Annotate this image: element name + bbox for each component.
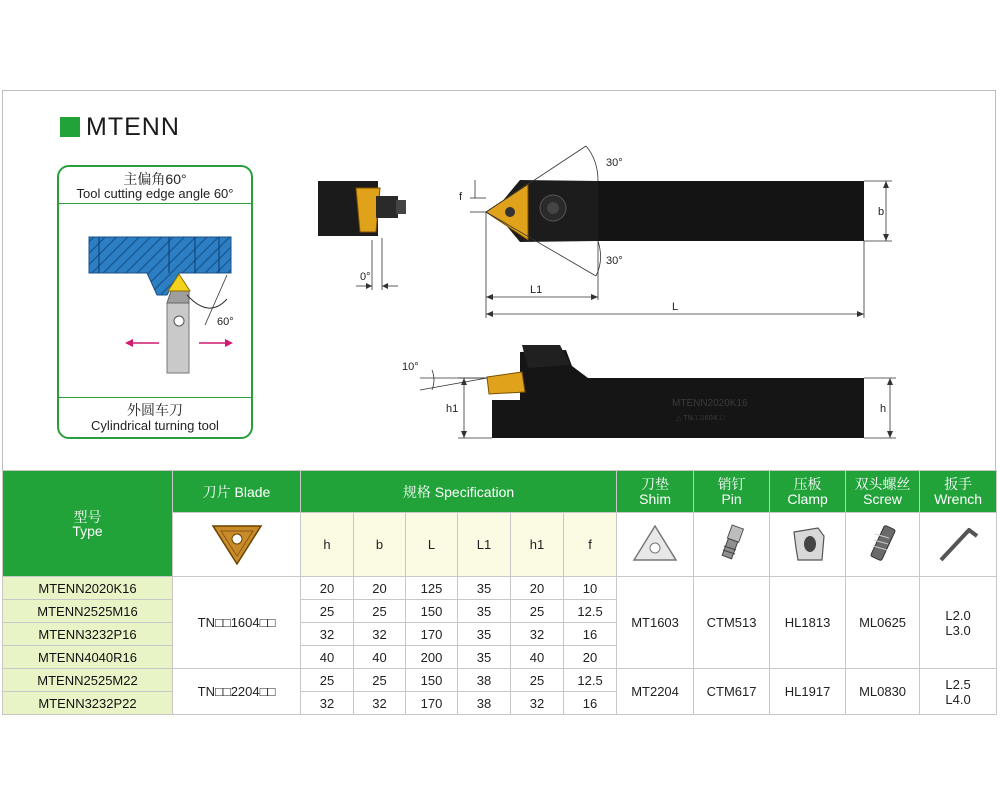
shim-image — [617, 513, 694, 577]
spec-cell: 40 — [354, 646, 406, 669]
inset-title-cn: 主偏角60° — [123, 171, 187, 187]
spec-cell: 35 — [458, 623, 511, 646]
side-view — [402, 345, 896, 438]
dim-angle-zero: 0° — [360, 271, 371, 283]
inset-caption-en: Cylindrical turning tool — [91, 418, 219, 433]
screw-image — [846, 513, 920, 577]
table-row — [3, 669, 997, 692]
triangle-insert-icon — [209, 520, 265, 566]
spec-cell: 16 — [564, 623, 617, 646]
dim-b: b — [878, 206, 885, 218]
type-cell: MTENN3232P16 — [3, 623, 173, 646]
insert-icon — [487, 372, 525, 394]
wrench-cell — [920, 669, 997, 715]
dim-l: L — [672, 301, 679, 313]
dim-l1: L1 — [530, 284, 543, 296]
screw-cell: ML0625 — [846, 577, 920, 669]
spec-cell: 32 — [511, 623, 564, 646]
spec-cell: 25 — [511, 600, 564, 623]
spec-cell: 20 — [511, 577, 564, 600]
blade-cell: TN□□2204□□ — [173, 669, 301, 715]
type-cell: MTENN3232P22 — [3, 692, 173, 715]
spec-cell: 25 — [354, 600, 406, 623]
spec-cell: 25 — [301, 669, 354, 692]
top-view — [459, 146, 892, 318]
screw-cell: ML0830 — [846, 669, 920, 715]
inset-angle-label: 60° — [217, 316, 234, 328]
spec-cell: 40 — [301, 646, 354, 669]
pin-cell: CTM617 — [694, 669, 770, 715]
spec-cell: 25 — [354, 669, 406, 692]
dim-angle-bottom: 30° — [606, 255, 623, 267]
spec-cell: 35 — [458, 646, 511, 669]
dim-h1: h1 — [446, 403, 459, 415]
spec-cell: 12.5 — [564, 600, 617, 623]
spec-cell: 25 — [511, 669, 564, 692]
spec-col-l: L — [406, 513, 458, 577]
hex-wrench-icon — [933, 520, 983, 566]
col-type — [3, 471, 173, 577]
shim-cell: MT2204 — [617, 669, 694, 715]
spec-cell: 20 — [354, 577, 406, 600]
spec-cell: 32 — [511, 692, 564, 715]
spec-col-h1: h1 — [511, 513, 564, 577]
wrench-cell — [920, 577, 997, 669]
end-view — [318, 181, 406, 290]
clamp-icon — [786, 520, 830, 566]
spec-cell: 25 — [301, 600, 354, 623]
clamp-cell: HL1917 — [770, 669, 846, 715]
pin-cell: CTM513 — [694, 577, 770, 669]
col-spec: 规格 Specification — [301, 471, 617, 513]
spec-cell: 125 — [406, 577, 458, 600]
blade-image — [173, 513, 301, 577]
col-blade: 刀片 Blade — [173, 471, 301, 513]
spec-cell: 35 — [458, 577, 511, 600]
wrench-size: L2.5 — [945, 676, 971, 692]
engraving-insert: △ TN□□1604□□ — [676, 415, 726, 422]
spec-cell: 38 — [458, 669, 511, 692]
spec-cell: 20 — [564, 646, 617, 669]
type-cell: MTENN2020K16 — [3, 577, 173, 600]
wrench-size: L2.0 — [945, 607, 971, 623]
spec-cell: 170 — [406, 692, 458, 715]
clamp-cell: HL1813 — [770, 577, 846, 669]
col-shim: 刀垫 Shim — [617, 471, 694, 513]
spec-cell: 38 — [458, 692, 511, 715]
spec-cell: 32 — [354, 623, 406, 646]
spec-cell: 12.5 — [564, 669, 617, 692]
blade-cell: TN□□1604□□ — [173, 577, 301, 669]
wrench-size: L4.0 — [945, 691, 971, 707]
spec-col-l1: L1 — [458, 513, 511, 577]
spec-cell: 150 — [406, 600, 458, 623]
col-screw: 双头螺丝 Screw — [846, 471, 920, 513]
spec-cell: 32 — [301, 692, 354, 715]
dim-angle-side: 10° — [402, 361, 419, 373]
shim-icon — [630, 520, 680, 566]
clamp-image — [770, 513, 846, 577]
spec-cell: 35 — [458, 600, 511, 623]
spec-col-f: f — [564, 513, 617, 577]
wrench-size: L3.0 — [945, 622, 971, 638]
col-clamp: 压板 Clamp — [770, 471, 846, 513]
shim-cell: MT1603 — [617, 577, 694, 669]
spec-cell: 40 — [511, 646, 564, 669]
dim-angle-top: 30° — [606, 157, 623, 169]
dim-h: h — [880, 403, 887, 415]
type-header-cn: 型号 — [73, 508, 102, 525]
spec-col-h: h — [301, 513, 354, 577]
table-row — [3, 577, 997, 600]
page-title: MTENN — [86, 112, 180, 141]
spec-col-b: b — [354, 513, 406, 577]
wrench-image — [920, 513, 997, 577]
type-cell: MTENN2525M22 — [3, 669, 173, 692]
col-pin: 销钉 Pin — [694, 471, 770, 513]
pin-image — [694, 513, 770, 577]
inset-title-en: Tool cutting edge angle 60° — [76, 186, 234, 201]
screw-icon — [861, 520, 905, 566]
dim-f: f — [459, 191, 463, 203]
engraving-model: MTENN2020K16 — [672, 398, 748, 409]
spec-cell: 20 — [301, 577, 354, 600]
type-cell: MTENN4040R16 — [3, 646, 173, 669]
spec-cell: 32 — [301, 623, 354, 646]
spec-cell: 170 — [406, 623, 458, 646]
spec-table — [2, 470, 997, 715]
inset-caption-cn: 外圆车刀 — [127, 402, 183, 418]
col-wrench: 扳手 Wrench — [920, 471, 997, 513]
pin-icon — [712, 520, 752, 566]
type-header-en: Type — [72, 522, 103, 539]
spec-cell: 10 — [564, 577, 617, 600]
spec-cell: 32 — [354, 692, 406, 715]
spec-cell: 200 — [406, 646, 458, 669]
spec-cell: 16 — [564, 692, 617, 715]
type-cell: MTENN2525M16 — [3, 600, 173, 623]
spec-cell: 150 — [406, 669, 458, 692]
